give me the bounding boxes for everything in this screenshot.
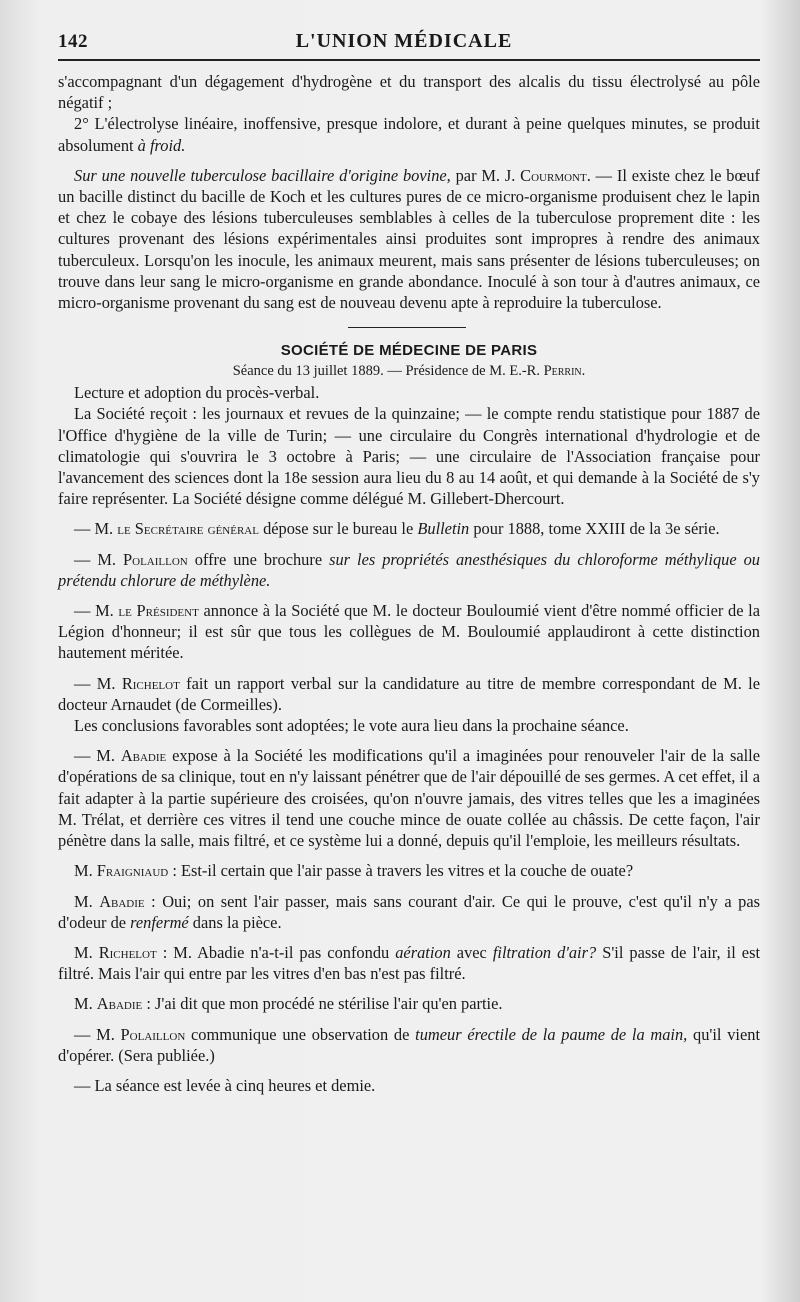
italic-span: sur les propriétés anesthésiques du chloroforme méthylique ou prétendu chlorure de méthylène. bbox=[58, 549, 760, 590]
text-span: annonce à la Société que M. le docteur Bouloumié vient d'être nommé officier de la Légion d'honneur; il est sûr que tous les collègues de M. Bouloumié applaudiront à cette distinction hautement méritée. bbox=[58, 601, 760, 663]
paragraph-richelot-reply bbox=[58, 942, 760, 984]
text-span: : Oui; on sent l'air passer, mais sans courant d'air. Ce qui le prouve, c'est qu'il n'y a pas d'odeur de bbox=[58, 891, 760, 932]
president-name: Perrin. bbox=[543, 363, 586, 380]
section-separator bbox=[348, 327, 466, 328]
text-span: Séance du 13 juillet 1889. — Présidence de M. E.-R. bbox=[232, 363, 544, 380]
journal-title: L'UNION MÉDICALE bbox=[295, 30, 513, 52]
paragraph-lecture: Lecture et adoption du procès-verbal. bbox=[74, 383, 320, 403]
text-span: 2° L'électrolyse linéaire, inoffensive, presque indolore, et durant à peine quelques minutes, se produit absolument bbox=[58, 114, 760, 155]
text-span: offre une brochure bbox=[187, 549, 330, 569]
speaker-name: Richelot bbox=[98, 942, 157, 962]
paragraph-abadie-reply bbox=[58, 891, 760, 933]
header-rule bbox=[58, 59, 760, 61]
paragraph-recoit: La Société reçoit : les journaux et revues de la quinzaine; — le compte rendu statistique pour 1887 de l'Office d'hygiène de la ville de Turin; — une circulaire du Congrès international d'hydrologie et de climatologie qui s'ouvrira le 3 octobre à Paris; — une circulaire de l'Association française pour l'avancement des sciences dont la 18e session aura lieu du 8 au 14 août, et qui demande à la Société de s'y faire représenter. La Société désigne comme délégué M. Gillebert-Dhercourt. bbox=[58, 404, 760, 509]
italic-span: à froid. bbox=[137, 135, 186, 155]
text-span: dans la pièce. bbox=[188, 912, 282, 932]
text-span: — M. bbox=[74, 549, 124, 569]
seance-line bbox=[58, 363, 760, 380]
text-span: : J'ai dit que mon procédé ne stérilise l'air qu'en partie. bbox=[142, 994, 503, 1014]
text-span: M. bbox=[74, 994, 97, 1014]
speaker-name: Polaillon bbox=[123, 549, 188, 569]
page-header bbox=[58, 30, 760, 53]
text-span: — M. bbox=[74, 519, 118, 539]
author-name: Courmont. bbox=[520, 165, 591, 185]
section-title: SOCIÉTÉ DE MÉDECINE DE PARIS bbox=[280, 342, 538, 360]
text-span: expose à la Société les modifications qu'il a imaginées pour renouveler l'air de la salle d'opérations de sa clinique, tout en n'y laissant pénétrer que de l'air dépouillé de ses germes. A cet effet, il a fait adapter à la partie supérieure des croisées, qu'on n'ouvre jamais, des vitres telles que les a imaginées M. Trélat, et derrière ces vitres il tend une couche mince de ouate collée au châssis. De cette façon, l'air pénètre dans la salle, mais filtré, et ce système lui a donné, depuis qu'il l'emploie, les meilleurs résultats. bbox=[58, 746, 760, 851]
paragraph-richelot bbox=[58, 673, 760, 715]
text-span: pour 1888, tome XXIII de la 3e série. bbox=[469, 519, 720, 539]
paragraph-abadie bbox=[58, 745, 760, 851]
italic-span: tumeur érectile de la paume de la main, bbox=[415, 1024, 688, 1044]
text-span: qu'il vient d'opérer. (Sera publiée.) bbox=[58, 1024, 760, 1065]
text-span: — M. bbox=[74, 601, 119, 621]
text-span: — M. bbox=[74, 673, 122, 693]
italic-span: Bulletin bbox=[417, 519, 470, 539]
italic-span: filtration d'air? bbox=[492, 942, 597, 962]
text-span: avec bbox=[450, 942, 493, 962]
speaker-name: Fraigniaud bbox=[96, 861, 169, 881]
paragraph-secretaire bbox=[58, 518, 760, 539]
speaker-name: Richelot bbox=[121, 673, 180, 693]
speaker-name: Abadie bbox=[96, 994, 143, 1014]
text-span: : M. Abadie n'a-t-il pas confondu bbox=[156, 942, 396, 962]
text-span: : Est-il certain que l'air passe à travers les vitres et la couche de ouate? bbox=[168, 861, 634, 881]
text-span: communique une observation de bbox=[185, 1024, 416, 1044]
paragraph-president bbox=[58, 600, 760, 664]
speaker-name: Abadie bbox=[120, 746, 167, 766]
speaker-name: le Secrétaire général bbox=[117, 519, 259, 539]
paragraph-closing: — La séance est levée à cinq heures et demie. bbox=[74, 1075, 376, 1095]
speaker-name: Polaillon bbox=[120, 1024, 186, 1044]
text-span: S'il passe de l'air, il est filtré. Mais l'air qui entre par les vitres d'en bas n'est pas filtré. bbox=[58, 942, 760, 984]
paragraph-fraigniaud bbox=[58, 860, 760, 881]
paragraph-polaillon bbox=[58, 549, 760, 591]
paragraph-electrolysis-2 bbox=[58, 113, 760, 155]
text-span: M. bbox=[74, 861, 97, 881]
text-span: — M. bbox=[74, 746, 121, 766]
text-span: par M. J. bbox=[450, 165, 521, 185]
courmont-title: Sur une nouvelle tuberculose bacillaire d'origine bovine, bbox=[74, 165, 451, 185]
speaker-name: Abadie bbox=[99, 891, 145, 911]
speaker-name: le Président bbox=[118, 601, 199, 621]
text-span: — M. bbox=[74, 1024, 121, 1044]
paragraph-polaillon-tumeur bbox=[58, 1024, 760, 1066]
paragraph-electrolysis-1: s'accompagnant d'un dégagement d'hydrogène et du transport des alcalis du tissu électrolysé au pôle négatif ; bbox=[58, 72, 760, 113]
paragraph-abadie-final bbox=[58, 993, 760, 1014]
italic-span: aération bbox=[395, 942, 451, 962]
paragraph-conclusions: Les conclusions favorables sont adoptées; le vote aura lieu dans la prochaine séance. bbox=[74, 716, 629, 736]
text-span: — Il existe chez le bœuf un bacille distinct du bacille de Koch et les cultures pures de ce micro-organisme produisent chez le lapin et chez le cobaye des lésions tuberculeuses semblables à celles de la tuberculose proprement dite : les cultures provenant des lésions expérimentales ainsi produites sont impropres à rendre des animaux tuberculeux. Lorsqu'on les inocule, les animaux meurent, mais sans présenter de lésions tuberculeuses; on trouve dans leur sang le micro-organisme en grande abondance. Inoculé à son tour à d'autres animaux, ce micro-organisme provenant du sang est de nouveau devenu apte à reproduire la tuberculose. bbox=[58, 165, 760, 313]
italic-span: renfermé bbox=[130, 912, 189, 932]
page-number: 142 bbox=[58, 31, 88, 52]
text-span: dépose sur le bureau le bbox=[258, 519, 418, 539]
text-span: M. bbox=[74, 891, 100, 911]
text-span: fait un rapport verbal sur la candidature au titre de membre correspondant de M. le docteur Arnaudet (de Cormeilles). bbox=[58, 673, 760, 714]
paragraph-courmont bbox=[58, 165, 760, 313]
text-span: M. bbox=[74, 942, 99, 962]
